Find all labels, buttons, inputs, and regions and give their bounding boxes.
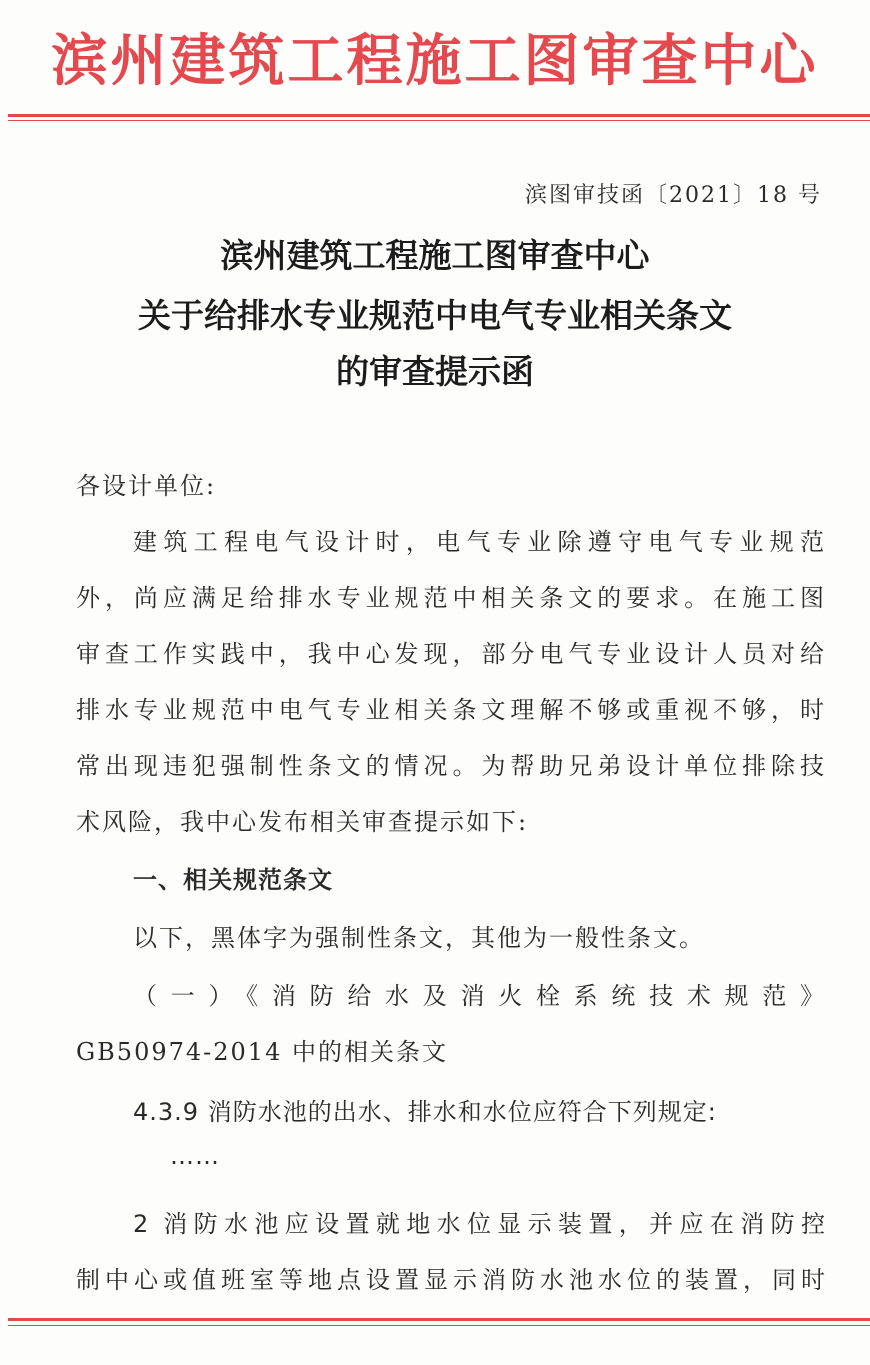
salutation: 各设计单位: <box>76 472 217 500</box>
doc-title-line-3: 的审查提示函 <box>336 352 534 391</box>
clause-4-3-9: 4.3.9 消防水池的出水、排水和水位应符合下列规定: <box>133 1098 717 1126</box>
document-number: 滨图审技函〔2021〕18 号 <box>525 183 822 208</box>
body-line: 外，尚应满足给排水专业规范中相关条文的要求。在施工图 <box>76 584 826 612</box>
doc-title-line-2: 关于给排水专业规范中电气专业相关条文 <box>138 296 732 335</box>
ellipsis: …… <box>170 1142 220 1170</box>
standard-title-line-2: GB50974-2014 中的相关条文 <box>76 1038 448 1066</box>
body-line: 审查工作实践中，我中心发现，部分电气专业设计人员对给 <box>76 640 826 668</box>
section-heading: 一、相关规范条文 <box>133 866 333 894</box>
clause-2-line-2: 制中心或值班室等地点设置显示消防水池水位的装置，同时 <box>76 1266 826 1294</box>
body-line: 常出现违犯强制性条文的情况。为帮助兄弟设计单位排除技 <box>76 752 826 780</box>
body-line: 术风险，我中心发布相关审查提示如下: <box>76 808 529 836</box>
footer-rule-thick <box>8 1318 870 1321</box>
letterhead-title: 滨州建筑工程施工图审查中心 <box>51 28 819 94</box>
standard-title-line-1: （一）《消防给水及消火栓系统技术规范》 <box>133 982 826 1010</box>
footer-rule-thin <box>8 1325 870 1326</box>
letterhead-rule-thin <box>8 120 870 121</box>
body-line: 排水专业规范中电气专业相关条文理解不够或重视不够，时 <box>76 696 826 724</box>
body-line: 建筑工程电气设计时，电气专业除遵守电气专业规范 <box>133 528 826 556</box>
doc-title-line-1: 滨州建筑工程施工图审查中心 <box>220 236 650 275</box>
letterhead-rule-thick <box>8 114 870 117</box>
clause-2-line-1: 2 消防水池应设置就地水位显示装置，并应在消防控 <box>133 1210 826 1238</box>
note-line: 以下，黑体字为强制性条文，其他为一般性条文。 <box>133 924 705 952</box>
